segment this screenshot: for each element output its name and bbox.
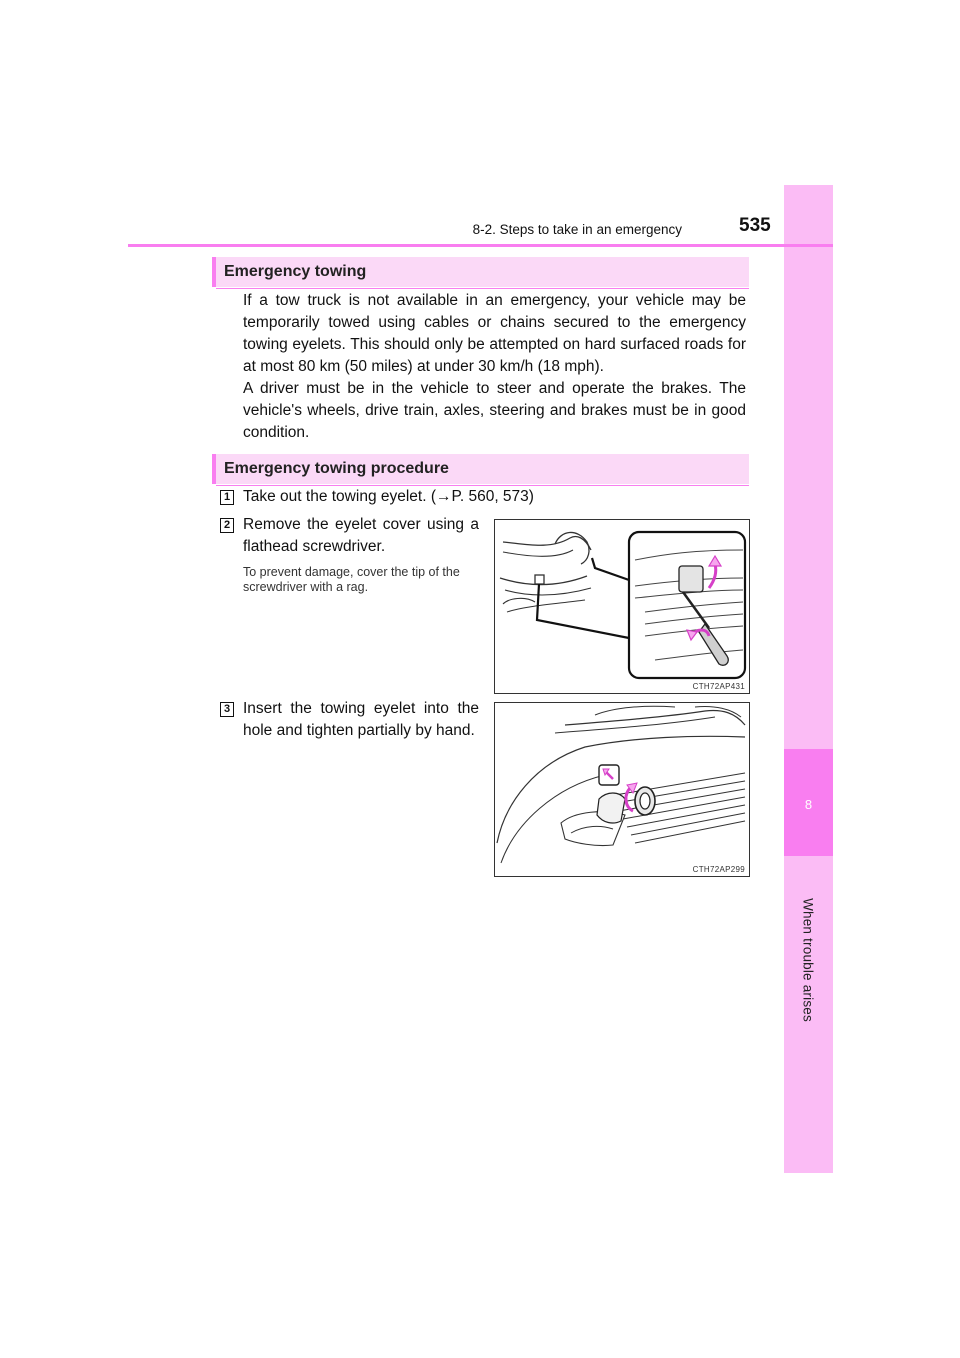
chapter-side-tab xyxy=(784,185,833,1173)
step-text: Insert the towing eyelet into the hole and tighten partially by hand. xyxy=(243,700,479,739)
figure-code: CTH72AP299 xyxy=(692,865,745,874)
step-number-badge: 3 xyxy=(220,702,234,717)
towing-eyelet-icon xyxy=(626,783,655,815)
page-number: 535 xyxy=(739,215,771,236)
step-number-badge: 1 xyxy=(220,490,234,505)
illustration-insert-towing-eyelet xyxy=(495,703,749,876)
chapter-number: 8 xyxy=(804,797,813,812)
section-body xyxy=(243,290,746,444)
section-heading-bar xyxy=(212,257,749,287)
chapter-number-block xyxy=(784,749,833,856)
illustration-remove-eyelet-cover xyxy=(495,520,749,693)
chapter-title: When trouble arises xyxy=(800,898,816,1022)
step-note: To prevent damage, cover the tip of the screwdriver with a rag. xyxy=(243,565,460,594)
paragraph: If a tow truck is not available in an emergency, your vehicle may be temporarily towed using cables or chains secured to the emergency towing eyelets. This should only be attempted on hard surfaced roads for at most 80 km (50 miles) at under 30 km/h (18 mph). xyxy=(243,292,746,375)
figure-code: CTH72AP431 xyxy=(692,682,745,691)
section-title-towing-procedure: Emergency towing procedure xyxy=(224,460,449,477)
figure-remove-cover xyxy=(494,519,750,694)
header-rule xyxy=(128,244,833,247)
eyelet-cover-icon xyxy=(679,566,703,592)
step-text: Take out the towing eyelet. (→P. 560, 573) xyxy=(243,488,534,505)
section-title-emergency-towing: Emergency towing xyxy=(224,263,367,280)
section-heading-bar xyxy=(212,454,749,484)
step-text: Remove the eyelet cover using a flathead screwdriver. xyxy=(243,516,479,555)
figure-insert-eyelet xyxy=(494,702,750,877)
header-section-title: 8-2. Steps to take in an emergency xyxy=(472,222,682,237)
paragraph: A driver must be in the vehicle to steer and operate the brakes. The vehicle's wheels, drive train, axles, steering and brakes must be in good condition. xyxy=(243,380,746,441)
step-number-badge: 2 xyxy=(220,518,234,533)
